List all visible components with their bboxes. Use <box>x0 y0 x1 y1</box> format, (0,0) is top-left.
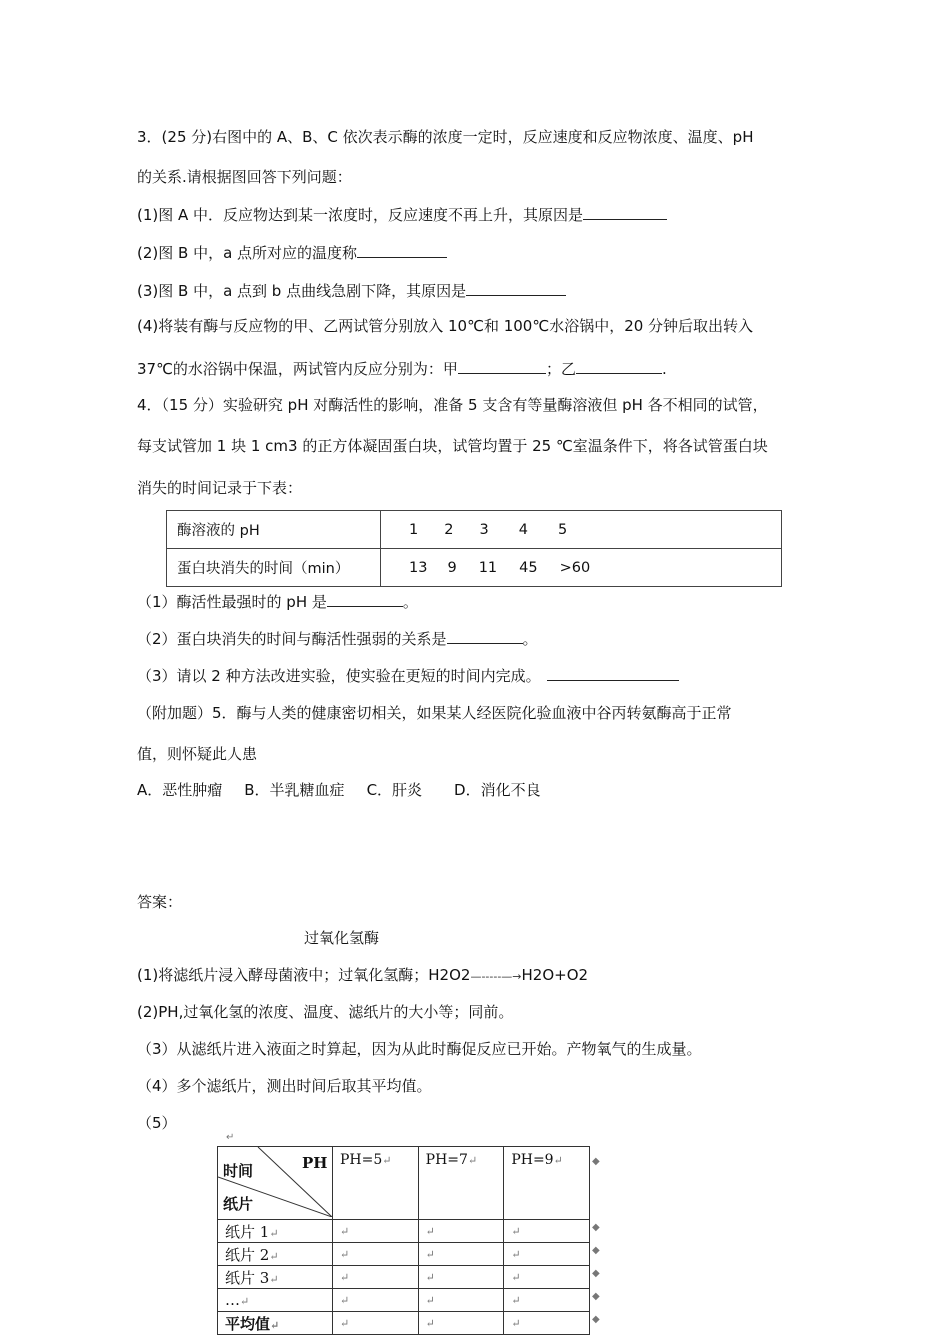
q3-part-3 <box>137 280 566 301</box>
answer-blank[interactable] <box>447 628 523 644</box>
col-header <box>504 1147 590 1220</box>
q5-line-1: （附加题）5．酶与人类的健康密切相关，如果某人经医院化验血液中谷丙转氨酶高于正常 <box>137 704 732 722</box>
q4-line-1: 4．（15 分）实验研究 pH 对酶活性的影响，准备 5 支含有等量酶溶液但 pH 各不相同的试管， <box>137 396 768 414</box>
q3-part-4b <box>137 358 667 379</box>
cell: 3 <box>479 521 489 538</box>
row-end-mark-icon: ◆ <box>592 1291 600 1302</box>
enzyme-label: 过氧化氢酶 <box>304 929 380 947</box>
answer-blank[interactable] <box>357 242 447 258</box>
time-values <box>381 549 782 587</box>
q3-line-2: 的关系.请根据图回答下列问题： <box>137 168 352 186</box>
answers-title: 答案： <box>137 893 183 911</box>
answer-blank[interactable] <box>327 591 403 607</box>
option-a[interactable]: A．恶性肿瘤 <box>137 781 223 799</box>
row-label <box>218 1220 333 1243</box>
result-table <box>217 1146 590 1335</box>
table-row <box>167 511 782 549</box>
q4-sub-1-text: （1）酶活性最强时的 pH 是 <box>137 593 327 611</box>
answer-1 <box>137 965 588 987</box>
table-row <box>218 1220 590 1243</box>
cell: 2 <box>444 521 454 538</box>
row-label-text: 纸片 2 <box>225 1245 270 1264</box>
diagonal-header-cell <box>218 1147 333 1220</box>
paragraph-mark-icon: ↵ <box>226 1132 235 1143</box>
answer-blank-yi[interactable] <box>576 358 662 374</box>
row-label <box>218 1266 333 1289</box>
return-mark-icon: ↵ <box>553 1154 563 1167</box>
answer-1-text: (1)将滤纸片浸入酵母菌液中；过氧化氢酶；H2O2 <box>137 966 471 984</box>
cell: 11 <box>478 559 498 576</box>
row-label <box>218 1289 333 1312</box>
row-label <box>218 1243 333 1266</box>
return-mark-icon: ↵ <box>240 1295 250 1308</box>
cell: ↵ <box>333 1289 419 1312</box>
cell: ↵ <box>504 1243 590 1266</box>
q4-sub-3 <box>137 665 679 686</box>
cell: 45 <box>519 559 538 576</box>
option-c[interactable]: C．肝炎 <box>366 781 423 799</box>
cell: ↵ <box>504 1289 590 1312</box>
q3-part-4b-yi: ；乙 <box>545 360 576 378</box>
answer-3: （3）从滤纸片进入液面之时算起，因为从此时酶促反应已开始。产物氧气的生成量。 <box>137 1040 702 1058</box>
cell: ↵ <box>504 1312 590 1335</box>
col-header-text: PH=7 <box>425 1152 468 1168</box>
row-end-mark-icon: ◆ <box>592 1245 600 1256</box>
cell: ↵ <box>418 1312 504 1335</box>
period: . <box>661 360 667 378</box>
col-header <box>418 1147 504 1220</box>
cell: ↵ <box>333 1266 419 1289</box>
q3-part-1-text: (1)图 A 中．反应物达到某一浓度时，反应速度不再上升，其原因是 <box>137 206 584 224</box>
table-row <box>218 1312 590 1335</box>
row-label: 酶溶液的 pH <box>167 511 381 549</box>
row-label: 蛋白块消失的时间（min） <box>167 549 381 587</box>
row-label-text: 平均值 <box>225 1314 271 1333</box>
row-label-text: 纸片 3 <box>225 1268 270 1287</box>
q5-line-2: 值，则怀疑此人患 <box>137 745 258 763</box>
option-b[interactable]: B．半乳糖血症 <box>244 781 345 799</box>
cell: ↵ <box>333 1243 419 1266</box>
return-mark-icon: ↵ <box>269 1249 279 1263</box>
cell: ↵ <box>333 1220 419 1243</box>
row-end-mark-icon: ◆ <box>592 1268 600 1279</box>
q4-sub-2 <box>137 628 538 649</box>
q4-sub-1 <box>137 591 418 612</box>
cell: ↵ <box>418 1243 504 1266</box>
period: 。 <box>402 593 418 611</box>
row-end-mark-icon: ◆ <box>592 1222 600 1233</box>
cell: 1 <box>409 521 419 538</box>
answer-2: (2)PH,过氧化氢的浓度、温度、滤纸片的大小等；同前。 <box>137 1003 514 1021</box>
q3-part-3-text: (3)图 B 中，a 点到 b 点曲线急剧下降，其原因是 <box>137 282 467 300</box>
answer-5: （5） <box>137 1114 177 1132</box>
table-header-row <box>218 1147 590 1220</box>
cell: 5 <box>557 521 568 538</box>
ph-data-table <box>166 510 782 587</box>
cell: >60 <box>559 559 591 576</box>
cell: 13 <box>409 559 428 576</box>
answer-4: （4）多个滤纸片，测出时间后取其平均值。 <box>137 1077 432 1095</box>
row-label-text: 纸片 1 <box>225 1222 270 1241</box>
answer-blank[interactable] <box>547 665 679 681</box>
q3-part-1 <box>137 204 667 225</box>
answer-blank[interactable] <box>583 204 667 220</box>
cell: ↵ <box>504 1220 590 1243</box>
q4-sub-3-text: （3）请以 2 种方法改进实验，使实验在更短的时间内完成。 <box>137 667 541 685</box>
option-d[interactable]: D．消化不良 <box>454 781 541 799</box>
return-mark-icon: ↵ <box>270 1318 280 1332</box>
cell: ↵ <box>333 1312 419 1335</box>
table-row <box>218 1289 590 1312</box>
corner-time: 时间 <box>223 1162 254 1180</box>
q5-options <box>137 780 541 800</box>
table-row <box>167 549 782 587</box>
cell: 9 <box>447 559 457 576</box>
return-mark-icon: ↵ <box>382 1154 392 1167</box>
q3-part-4b-text: 37℃的水浴锅中保温，两试管内反应分别为：甲 <box>137 360 458 378</box>
q3-line-1: 3．(25 分)右图中的 A、B、C 依次表示酶的浓度一定时，反应速度和反应物浓度、温度、pH <box>137 128 754 146</box>
row-end-mark-icon: ◆ <box>592 1156 600 1167</box>
q3-part-2 <box>137 242 447 263</box>
col-header-text: PH=9 <box>511 1152 554 1168</box>
return-mark-icon: ↵ <box>269 1272 279 1286</box>
answer-1-product: H2O+O2 <box>521 966 589 984</box>
return-mark-icon: ↵ <box>269 1226 279 1240</box>
q3-part-4a: (4)将装有酶与反应物的甲、乙两试管分别放入 10℃和 100℃水浴锅中，20 分钟后取出转入 <box>137 317 754 335</box>
row-end-mark-icon: ◆ <box>592 1314 600 1325</box>
q4-sub-2-text: （2）蛋白块消失的时间与酶活性强弱的关系是 <box>137 630 447 648</box>
col-header-text: PH=5 <box>340 1152 383 1168</box>
period: 。 <box>522 630 538 648</box>
return-mark-icon: ↵ <box>467 1154 478 1167</box>
q4-line-3: 消失的时间记录于下表： <box>137 479 303 497</box>
answer-blank[interactable] <box>466 280 566 296</box>
answer-blank-jia[interactable] <box>458 358 546 374</box>
col-header <box>333 1147 419 1220</box>
corner-ph: PH <box>302 1154 328 1172</box>
cell: ↵ <box>418 1220 504 1243</box>
cell: ↵ <box>418 1289 504 1312</box>
table-row <box>218 1266 590 1289</box>
arrow-icon: —-----—→ <box>470 970 522 983</box>
q4-line-2: 每支试管加 1 块 1 cm3 的正方体凝固蛋白块，试管均置于 25 ℃室温条件下，将各试管蛋白块 <box>137 437 768 455</box>
cell: ↵ <box>418 1266 504 1289</box>
table-row <box>218 1243 590 1266</box>
row-label <box>218 1312 333 1335</box>
cell: ↵ <box>504 1266 590 1289</box>
ph-values <box>381 511 782 549</box>
cell: 4 <box>518 521 528 538</box>
corner-paper: 纸片 <box>223 1195 254 1213</box>
q3-part-2-text: (2)图 B 中，a 点所对应的温度称 <box>137 244 358 262</box>
row-label-text: … <box>225 1291 240 1309</box>
